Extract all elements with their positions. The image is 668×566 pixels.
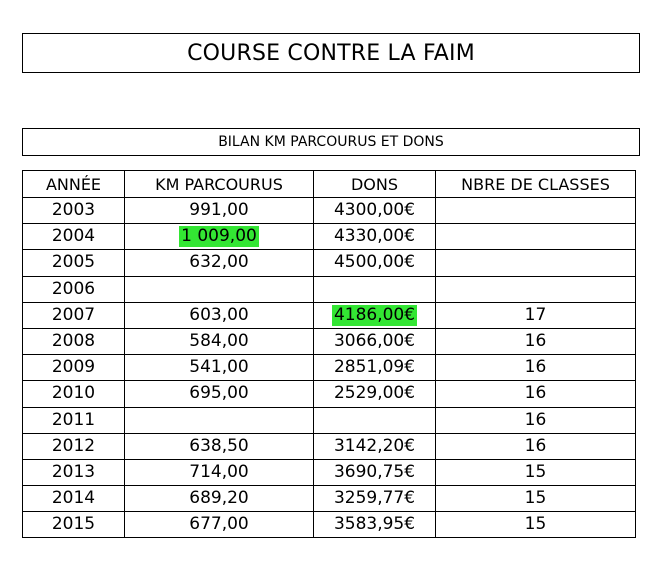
cell-annee: [23, 250, 125, 276]
cell-nbre-de-classes: [436, 198, 636, 224]
cell-annee: [23, 276, 125, 302]
cell-nbre-de-classes-value: 16: [524, 331, 547, 352]
cell-nbre-de-classes: [436, 407, 636, 433]
cell-dons-value: 2529,00€: [333, 383, 416, 404]
table-subtitle: BILAN KM PARCOURUS ET DONS: [22, 128, 640, 156]
cell-annee-value: 2011: [51, 409, 96, 430]
cell-dons: [314, 459, 436, 485]
cell-nbre-de-classes: [436, 276, 636, 302]
cell-dons-value: 3259,77€: [333, 488, 416, 509]
cell-dons: [314, 407, 436, 433]
cell-annee-value: 2014: [51, 488, 96, 509]
cell-dons: [314, 276, 436, 302]
column-header-nbre-de-classes: NBRE DE CLASSES: [436, 171, 636, 198]
cell-dons: [314, 355, 436, 381]
table-row: [23, 381, 636, 407]
cell-annee-value: 2015: [51, 514, 96, 535]
cell-annee-value: 2010: [51, 383, 96, 404]
cell-dons: [314, 328, 436, 354]
cell-km-parcourus: [125, 250, 314, 276]
table-row: [23, 224, 636, 250]
cell-dons-value: 3690,75€: [333, 461, 416, 482]
bilan-table: [22, 170, 636, 538]
cell-km-parcourus: [125, 486, 314, 512]
table-row: [23, 198, 636, 224]
cell-km-parcourus-value: 695,00: [189, 383, 249, 404]
cell-nbre-de-classes: [436, 433, 636, 459]
cell-annee-value: 2003: [51, 200, 96, 221]
cell-dons-value: 4500,00€: [333, 252, 416, 273]
cell-km-parcourus: [125, 198, 314, 224]
column-header-km-parcourus: KM PARCOURUS: [125, 171, 314, 198]
cell-dons: [314, 381, 436, 407]
cell-dons-value: 3142,20€: [333, 435, 416, 456]
cell-annee-value: 2007: [51, 304, 96, 325]
cell-dons: [314, 302, 436, 328]
cell-dons-value: 2851,09€: [333, 357, 416, 378]
cell-nbre-de-classes-value: 15: [524, 461, 547, 482]
cell-nbre-de-classes-value: 15: [524, 514, 547, 535]
table-row: [23, 250, 636, 276]
table-body: [23, 198, 636, 538]
cell-annee: [23, 355, 125, 381]
table-row: [23, 486, 636, 512]
cell-km-parcourus: [125, 407, 314, 433]
cell-nbre-de-classes: [436, 459, 636, 485]
cell-annee: [23, 302, 125, 328]
cell-km-parcourus-value: 714,00: [189, 461, 249, 482]
cell-annee-value: 2006: [51, 278, 96, 299]
column-header-annee: ANNÉE: [23, 171, 125, 198]
cell-km-parcourus-value: 584,00: [189, 331, 249, 352]
table-row: [23, 355, 636, 381]
cell-km-parcourus-value: 991,00: [189, 200, 249, 221]
cell-nbre-de-classes-value: 15: [524, 488, 547, 509]
table-row: [23, 512, 636, 538]
cell-km-parcourus-value: 638,50: [189, 435, 249, 456]
cell-km-parcourus: [125, 433, 314, 459]
cell-km-parcourus-value: 677,00: [189, 514, 249, 535]
cell-dons-value: 4186,00€: [333, 304, 416, 325]
cell-annee: [23, 407, 125, 433]
cell-km-parcourus-value: 632,00: [189, 252, 249, 273]
cell-dons: [314, 512, 436, 538]
cell-dons-value: 3583,95€: [333, 514, 416, 535]
cell-km-parcourus: [125, 302, 314, 328]
table-row: [23, 328, 636, 354]
cell-nbre-de-classes: [436, 381, 636, 407]
cell-km-parcourus: [125, 459, 314, 485]
cell-dons-value: 3066,00€: [333, 331, 416, 352]
cell-nbre-de-classes-value: 16: [524, 357, 547, 378]
cell-nbre-de-classes-value: 17: [524, 304, 547, 325]
cell-km-parcourus: [125, 512, 314, 538]
cell-dons: [314, 486, 436, 512]
cell-nbre-de-classes: [436, 512, 636, 538]
table-header-row: [23, 171, 636, 198]
cell-nbre-de-classes-value: 16: [524, 435, 547, 456]
cell-annee: [23, 486, 125, 512]
cell-km-parcourus-value: 603,00: [189, 304, 249, 325]
cell-dons: [314, 198, 436, 224]
cell-annee: [23, 512, 125, 538]
cell-nbre-de-classes: [436, 328, 636, 354]
cell-km-parcourus-value: 1 009,00: [181, 226, 257, 247]
table-row: [23, 459, 636, 485]
page-title: COURSE CONTRE LA FAIM: [22, 33, 640, 73]
cell-annee: [23, 224, 125, 250]
cell-nbre-de-classes: [436, 302, 636, 328]
cell-dons-value: 4330,00€: [333, 226, 416, 247]
cell-dons: [314, 224, 436, 250]
cell-dons-value: 4300,00€: [333, 200, 416, 221]
cell-km-parcourus-value: 541,00: [189, 357, 249, 378]
cell-nbre-de-classes: [436, 224, 636, 250]
table-row: [23, 276, 636, 302]
cell-nbre-de-classes-value: 16: [524, 383, 547, 404]
cell-annee-value: 2012: [51, 435, 96, 456]
cell-km-parcourus: [125, 328, 314, 354]
cell-nbre-de-classes: [436, 355, 636, 381]
table-row: [23, 302, 636, 328]
cell-dons: [314, 433, 436, 459]
cell-km-parcourus: [125, 355, 314, 381]
cell-annee: [23, 459, 125, 485]
cell-km-parcourus: [125, 276, 314, 302]
cell-annee-value: 2005: [51, 252, 96, 273]
cell-km-parcourus-value: 689,20: [189, 488, 249, 509]
cell-annee: [23, 328, 125, 354]
cell-annee-value: 2008: [51, 331, 96, 352]
cell-annee: [23, 381, 125, 407]
cell-annee-value: 2009: [51, 357, 96, 378]
table-row: [23, 407, 636, 433]
cell-annee-value: 2013: [51, 461, 96, 482]
cell-km-parcourus: [125, 381, 314, 407]
cell-annee-value: 2004: [51, 226, 96, 247]
cell-annee: [23, 433, 125, 459]
cell-km-parcourus: [125, 224, 314, 250]
cell-nbre-de-classes: [436, 250, 636, 276]
cell-nbre-de-classes-value: 16: [524, 409, 547, 430]
cell-dons: [314, 250, 436, 276]
cell-annee: [23, 198, 125, 224]
column-header-dons: DONS: [314, 171, 436, 198]
cell-nbre-de-classes: [436, 486, 636, 512]
table-row: [23, 433, 636, 459]
